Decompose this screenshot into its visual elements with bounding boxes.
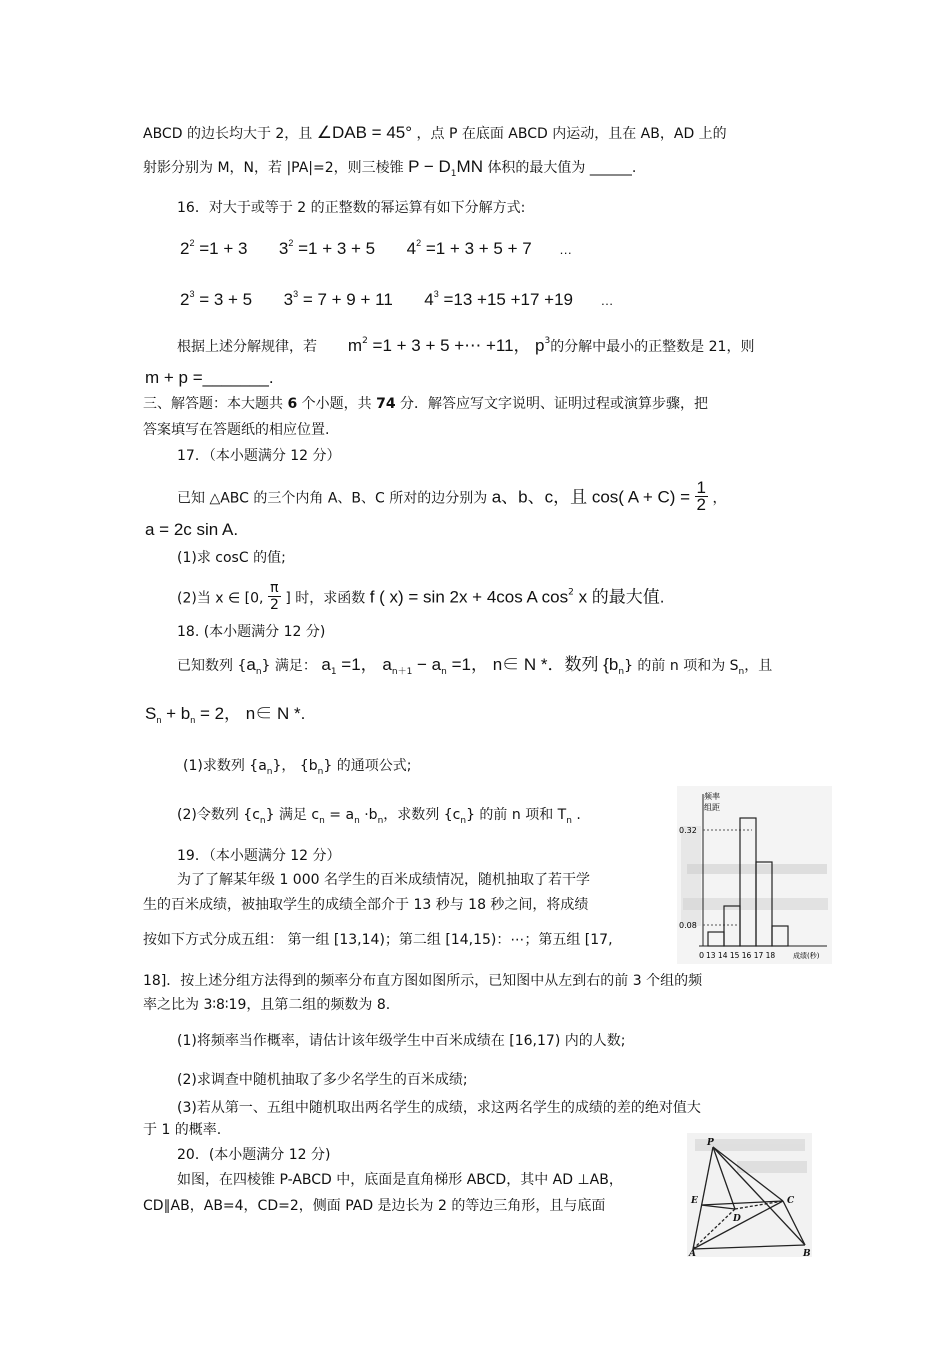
q18-line1: 已知数列 $\{a_n\}$ 满足： $a_1 =1$， $a_{n+1} - a_n =1$， n∈ N *．数列 $\{b_n\}$ 的前 n 项和为 $S_n$，且: [177, 655, 773, 677]
hist-y-tick-008: 0.08: [679, 921, 697, 930]
hist-ylabel1: 频率: [704, 792, 720, 801]
q17-pi-fraction: $\frac{\pi}{2}$: [269, 580, 279, 613]
q20-header: 20．(本小题满分 12 分): [177, 1147, 331, 1163]
p16-title: 16．对大于或等于 2 的正整数的幂运算有如下分解方式:: [177, 200, 526, 216]
label-P: P: [707, 1138, 714, 1148]
q18-part2: (2)令数列 $\{c_n\}$ 满足 $c_n = a_n \cdot b_n$，求数列 $\{c_n\}$ 的前 n 项和 $T_n$ .: [177, 807, 581, 826]
pyramid-figure: [687, 1133, 812, 1257]
label-A: A: [689, 1249, 696, 1257]
q19-part3-cont: 于 1 的概率.: [143, 1122, 222, 1138]
q20-line1: 如图，在四棱锥 P-ABCD 中，底面是直角梯形 ABCD，其中 AD ⊥AB，: [177, 1172, 623, 1188]
frequency-histogram: [677, 786, 832, 964]
label-B: B: [803, 1249, 811, 1257]
p15-line2: 射影分别为 M，N，若 |PA|=2，则三棱锥 $P - D_1MN$ 体积的最大值为 ______.: [143, 157, 637, 179]
q18-header: 18. (本小题满分 12 分): [177, 624, 326, 640]
q20-line2: CD∥AB，AB=4，CD=2，侧面 PAD 是边长为 2 的等边三角形，且与底面: [143, 1198, 606, 1214]
section3-line1: 三、解答题：本大题共 6 个小题，共 74 分．解答应写文字说明、证明过程或演算步骤，把: [143, 396, 709, 412]
label-C: C: [787, 1196, 795, 1206]
q19-part1: (1)将频率当作概率，请估计该年级学生中百米成绩在 [16,17) 内的人数;: [177, 1033, 626, 1049]
p15-line1: ABCD 的边长均大于 2，且 ∠DAB = 45° ，点 P 在底面 ABCD 内运动，且在 AB，AD 上的: [143, 123, 727, 142]
q19-header: 19．（本小题满分 12 分）: [177, 848, 341, 864]
q17-part1: (1)求 cosC 的值;: [177, 550, 286, 566]
hist-ylabel2: 组距: [704, 803, 720, 812]
p16-row2: $2^3 = 3 + 5$ $3^3 = 7 + 9 + 11$ $4^3 =13 +15 +17 +19$ …: [180, 289, 614, 309]
section3-line2: 答案填写在答题纸的相应位置.: [143, 422, 330, 438]
q19-line4: 18]．按上述分组方法得到的频率分布直方图如图所示，已知图中从左到右的前 3 个组的频: [143, 973, 703, 989]
pyramid-background: [687, 1133, 812, 1257]
q19-line1: 为了了解某年级 1 000 名学生的百米成绩情况，随机抽取了若干学: [177, 872, 590, 888]
q18-part1: (1)求数列 $\{a_n\}$， $\{b_n\}$ 的通项公式;: [183, 758, 412, 777]
label-E: E: [691, 1196, 698, 1206]
q17-line1: 已知 △ABC 的三个内角 A、B、C 所对的边分别为 a、b、c，且 cos( A + C) = $\frac{1}{2}$ ，: [177, 478, 727, 514]
hist-y-tick-032: 0.32: [679, 826, 697, 835]
p16-rule: 根据上述分解规律，若 $m^2 =1 + 3 + 5$ +⋯ +11， $p^3$的分解中最小的正整数是 21，则: [177, 336, 755, 355]
q17-part2: (2)当 x ∈ [0, $\frac{\pi}{2}$ ] 时，求函数 f ( x) = sin 2x + 4cos A $\cos^2 x$ 的最大值.: [177, 580, 665, 613]
p16-answer: m + p =_______.: [145, 368, 274, 387]
q17-fraction: $\frac{1}{2}$: [696, 478, 707, 514]
hist-xlabel: 成绩(秒): [793, 952, 820, 960]
label-D: D: [733, 1214, 741, 1224]
q19-line5: 率之比为 3∶8∶19，且第二组的频数为 8.: [143, 997, 391, 1013]
hist-x-ticks: 13 14 15 16 17 18: [706, 951, 776, 960]
q19-line2: 生的百米成绩，被抽取学生的成绩全部介于 13 秒与 18 秒之间，将成绩: [143, 897, 589, 913]
q19-part3: (3)若从第一、五组中随机取出两名学生的成绩，求这两名学生的成绩的差的绝对值大: [177, 1100, 701, 1116]
q17-header: 17．（本小题满分 12 分）: [177, 448, 341, 464]
q19-part2: (2)求调查中随机抽取了多少名学生的百米成绩;: [177, 1072, 468, 1088]
p16-row1: $2^2 =1 + 3$ $3^2 =1 + 3 + 5$ $4^2 =1 + 3 + 5 + 7$ …: [180, 238, 573, 258]
hist-origin: 0: [699, 951, 705, 960]
q17-line2: a = 2c sin A.: [145, 520, 239, 539]
q19-line3: 按如下方式分成五组： 第一组 [13,14)；第二组 [14,15)：⋯；第五组 [17,: [143, 932, 613, 948]
q18-line2: $S_n + b_n = 2$， n∈ N *.: [145, 704, 306, 725]
